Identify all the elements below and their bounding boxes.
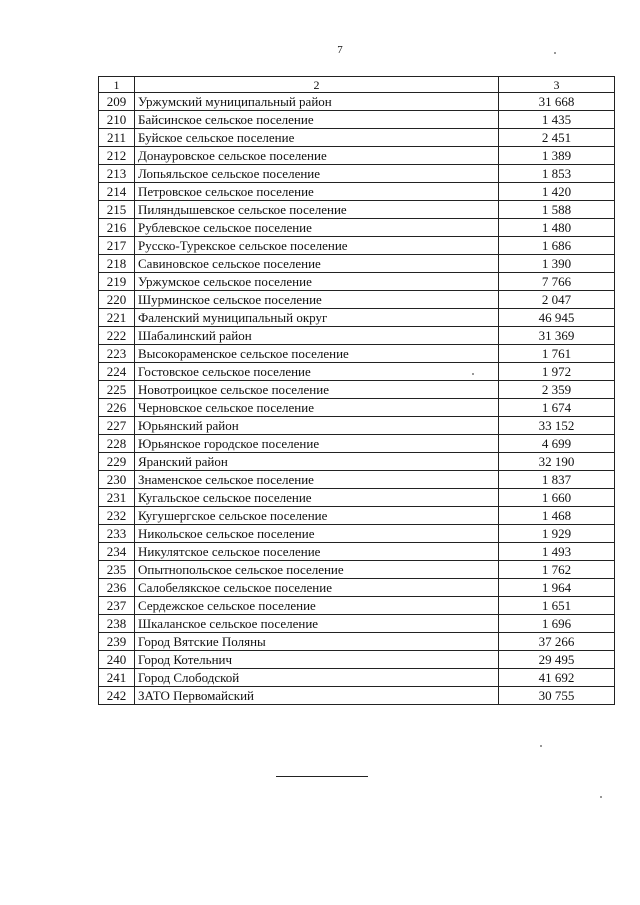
table-row bbox=[99, 363, 615, 381]
table-row bbox=[99, 471, 615, 489]
row-value-cell: 1 435 bbox=[499, 111, 615, 129]
table-row bbox=[99, 219, 615, 237]
data-table bbox=[98, 76, 615, 705]
row-number-cell: 228 bbox=[99, 435, 135, 453]
row-value-cell: 1 853 bbox=[499, 165, 615, 183]
row-number-cell: 238 bbox=[99, 615, 135, 633]
row-name-cell: Рублевское сельское поселение bbox=[135, 219, 499, 237]
row-number-cell: 230 bbox=[99, 471, 135, 489]
table-row bbox=[99, 435, 615, 453]
row-number-cell: 239 bbox=[99, 633, 135, 651]
row-number-cell: 236 bbox=[99, 579, 135, 597]
scan-speck bbox=[554, 52, 556, 54]
row-value-cell: 31 668 bbox=[499, 93, 615, 111]
row-name-cell: Савиновское сельское поселение bbox=[135, 255, 499, 273]
row-name-cell: Никольское сельское поселение bbox=[135, 525, 499, 543]
row-name-cell: ЗАТО Первомайский bbox=[135, 687, 499, 705]
row-value-cell: 1 762 bbox=[499, 561, 615, 579]
row-number-cell: 218 bbox=[99, 255, 135, 273]
table-row bbox=[99, 489, 615, 507]
row-number-cell: 233 bbox=[99, 525, 135, 543]
table-row bbox=[99, 345, 615, 363]
row-number-cell: 211 bbox=[99, 129, 135, 147]
row-value-cell: 2 047 bbox=[499, 291, 615, 309]
row-number-cell: 241 bbox=[99, 669, 135, 687]
table-row bbox=[99, 381, 615, 399]
row-value-cell: 7 766 bbox=[499, 273, 615, 291]
row-value-cell: 32 190 bbox=[499, 453, 615, 471]
row-name-cell: Фаленский муниципальный округ bbox=[135, 309, 499, 327]
table-row bbox=[99, 507, 615, 525]
row-name-cell: Шкаланское сельское поселение bbox=[135, 615, 499, 633]
row-name-cell: Город Вятские Поляны bbox=[135, 633, 499, 651]
row-number-cell: 223 bbox=[99, 345, 135, 363]
table-body bbox=[99, 77, 615, 705]
row-name-cell: Никулятское сельское поселение bbox=[135, 543, 499, 561]
row-number-cell: 237 bbox=[99, 597, 135, 615]
row-value-cell: 46 945 bbox=[499, 309, 615, 327]
table-row bbox=[99, 615, 615, 633]
table-row bbox=[99, 237, 615, 255]
scan-speck bbox=[600, 796, 602, 798]
row-value-cell: 1 480 bbox=[499, 219, 615, 237]
row-value-cell: 29 495 bbox=[499, 651, 615, 669]
table-header-row bbox=[99, 77, 615, 93]
row-number-cell: 222 bbox=[99, 327, 135, 345]
row-number-cell: 215 bbox=[99, 201, 135, 219]
row-name-cell: Донауровское сельское поселение bbox=[135, 147, 499, 165]
table-row bbox=[99, 417, 615, 435]
row-value-cell: 30 755 bbox=[499, 687, 615, 705]
row-value-cell: 1 389 bbox=[499, 147, 615, 165]
scan-speck bbox=[472, 373, 474, 375]
row-number-cell: 219 bbox=[99, 273, 135, 291]
row-name-cell: Черновское сельское поселение bbox=[135, 399, 499, 417]
row-number-cell: 234 bbox=[99, 543, 135, 561]
row-value-cell: 1 660 bbox=[499, 489, 615, 507]
table-row bbox=[99, 597, 615, 615]
row-number-cell: 225 bbox=[99, 381, 135, 399]
row-value-cell: 1 972 bbox=[499, 363, 615, 381]
row-number-cell: 235 bbox=[99, 561, 135, 579]
row-value-cell: 37 266 bbox=[499, 633, 615, 651]
table-row bbox=[99, 561, 615, 579]
row-name-cell: Буйское сельское поселение bbox=[135, 129, 499, 147]
row-value-cell: 1 468 bbox=[499, 507, 615, 525]
row-value-cell: 41 692 bbox=[499, 669, 615, 687]
column-header-2: 2 bbox=[135, 77, 499, 93]
row-value-cell: 1 761 bbox=[499, 345, 615, 363]
row-number-cell: 221 bbox=[99, 309, 135, 327]
row-name-cell: Город Слободской bbox=[135, 669, 499, 687]
row-name-cell: Уржумское сельское поселение bbox=[135, 273, 499, 291]
row-name-cell: Яранский район bbox=[135, 453, 499, 471]
row-number-cell: 240 bbox=[99, 651, 135, 669]
table-row bbox=[99, 651, 615, 669]
table-row bbox=[99, 291, 615, 309]
table-row bbox=[99, 327, 615, 345]
scan-speck bbox=[540, 745, 542, 747]
row-value-cell: 33 152 bbox=[499, 417, 615, 435]
row-name-cell: Юрьянское городское поселение bbox=[135, 435, 499, 453]
row-name-cell: Кугальское сельское поселение bbox=[135, 489, 499, 507]
row-value-cell: 2 359 bbox=[499, 381, 615, 399]
table-row bbox=[99, 687, 615, 705]
row-name-cell: Петровское сельское поселение bbox=[135, 183, 499, 201]
row-value-cell: 1 929 bbox=[499, 525, 615, 543]
row-name-cell: Знаменское сельское поселение bbox=[135, 471, 499, 489]
row-number-cell: 210 bbox=[99, 111, 135, 129]
row-value-cell: 31 369 bbox=[499, 327, 615, 345]
row-name-cell: Шабалинский район bbox=[135, 327, 499, 345]
row-name-cell: Салобелякское сельское поселение bbox=[135, 579, 499, 597]
row-number-cell: 213 bbox=[99, 165, 135, 183]
table-row bbox=[99, 273, 615, 291]
row-value-cell: 1 651 bbox=[499, 597, 615, 615]
table-row bbox=[99, 543, 615, 561]
row-name-cell: Русско-Турекское сельское поселение bbox=[135, 237, 499, 255]
row-name-cell: Юрьянский район bbox=[135, 417, 499, 435]
table-row bbox=[99, 147, 615, 165]
row-value-cell: 1 390 bbox=[499, 255, 615, 273]
table-row bbox=[99, 633, 615, 651]
row-name-cell: Кугушергское сельское поселение bbox=[135, 507, 499, 525]
row-value-cell: 4 699 bbox=[499, 435, 615, 453]
row-number-cell: 227 bbox=[99, 417, 135, 435]
column-header-3: 3 bbox=[499, 77, 615, 93]
table-row bbox=[99, 183, 615, 201]
row-name-cell: Высокораменское сельское поселение bbox=[135, 345, 499, 363]
table-row bbox=[99, 453, 615, 471]
row-value-cell: 1 674 bbox=[499, 399, 615, 417]
row-name-cell: Гостовское сельское поселение bbox=[135, 363, 499, 381]
footer-divider-line bbox=[276, 776, 368, 777]
row-number-cell: 226 bbox=[99, 399, 135, 417]
table-row bbox=[99, 201, 615, 219]
row-number-cell: 220 bbox=[99, 291, 135, 309]
table-row bbox=[99, 129, 615, 147]
table-row bbox=[99, 93, 615, 111]
table-row bbox=[99, 669, 615, 687]
row-name-cell: Новотроицкое сельское поселение bbox=[135, 381, 499, 399]
table-row bbox=[99, 309, 615, 327]
row-value-cell: 1 493 bbox=[499, 543, 615, 561]
row-number-cell: 216 bbox=[99, 219, 135, 237]
column-header-1: 1 bbox=[99, 77, 135, 93]
row-name-cell: Опытнопольское сельское поселение bbox=[135, 561, 499, 579]
table-row bbox=[99, 255, 615, 273]
row-value-cell: 1 837 bbox=[499, 471, 615, 489]
row-name-cell: Пиляндышевское сельское поселение bbox=[135, 201, 499, 219]
row-name-cell: Шурминское сельское поселение bbox=[135, 291, 499, 309]
row-number-cell: 209 bbox=[99, 93, 135, 111]
page-number: 7 bbox=[337, 44, 343, 56]
row-number-cell: 217 bbox=[99, 237, 135, 255]
table-row bbox=[99, 525, 615, 543]
row-name-cell: Город Котельнич bbox=[135, 651, 499, 669]
row-number-cell: 232 bbox=[99, 507, 135, 525]
row-number-cell: 229 bbox=[99, 453, 135, 471]
table-row bbox=[99, 165, 615, 183]
row-value-cell: 1 588 bbox=[499, 201, 615, 219]
row-name-cell: Лопьяльское сельское поселение bbox=[135, 165, 499, 183]
row-number-cell: 242 bbox=[99, 687, 135, 705]
row-number-cell: 212 bbox=[99, 147, 135, 165]
table-row bbox=[99, 111, 615, 129]
table-row bbox=[99, 399, 615, 417]
row-name-cell: Байсинское сельское поселение bbox=[135, 111, 499, 129]
row-value-cell: 1 420 bbox=[499, 183, 615, 201]
row-value-cell: 1 696 bbox=[499, 615, 615, 633]
table-row bbox=[99, 579, 615, 597]
row-name-cell: Уржумский муниципальный район bbox=[135, 93, 499, 111]
row-value-cell: 1 686 bbox=[499, 237, 615, 255]
row-value-cell: 2 451 bbox=[499, 129, 615, 147]
row-number-cell: 214 bbox=[99, 183, 135, 201]
row-number-cell: 224 bbox=[99, 363, 135, 381]
row-value-cell: 1 964 bbox=[499, 579, 615, 597]
row-name-cell: Сердежское сельское поселение bbox=[135, 597, 499, 615]
row-number-cell: 231 bbox=[99, 489, 135, 507]
